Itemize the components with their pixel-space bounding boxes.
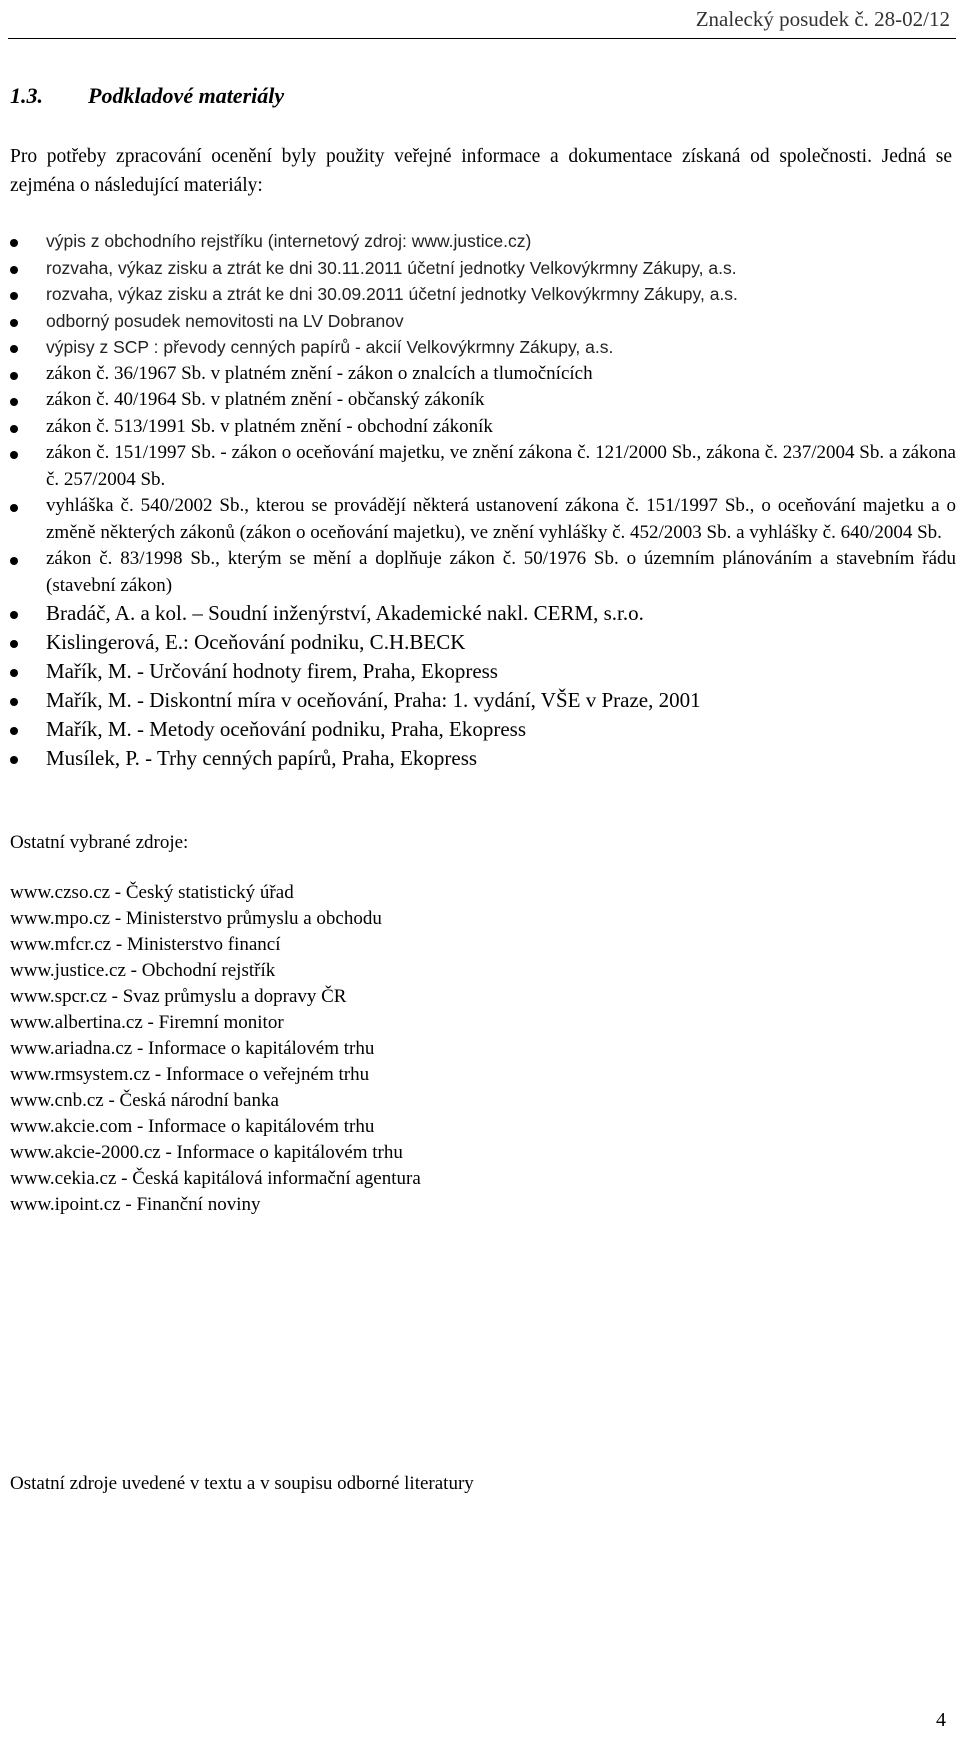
list-item-text: Mařík, M. - Metody oceňování podniku, Praha, Ekopress [46, 717, 526, 741]
list-item-text: Musílek, P. - Trhy cenných papírů, Praha, Ekopress [46, 746, 478, 770]
list-item [10, 361, 956, 388]
other-sources-label: Ostatní vybrané zdroje: [10, 832, 189, 853]
list-item: www.justice.cz - Obchodní rejstřík [10, 960, 276, 981]
intro-paragraph: Pro potřeby zpracování ocenění byly použity veřejné informace a dokumentace získaná od společnosti. Jedná se zejména o následující materiály: [10, 146, 952, 196]
bullet-icon [10, 425, 18, 433]
list-item [10, 228, 956, 255]
list-item-text: zákon č. 513/1991 Sb. v platném znění - obchodní zákoník [46, 415, 493, 437]
list-item-text: zákon č. 40/1964 Sb. v platném znění - občanský zákoník [46, 389, 485, 410]
list-item [10, 414, 956, 441]
bullet-icon [10, 345, 18, 353]
list-item [10, 387, 956, 414]
list-item: www.akcie-2000.cz - Informace o kapitálovém trhu [10, 1142, 403, 1163]
header-rule [8, 38, 956, 39]
list-item: www.spcr.cz - Svaz průmyslu a dopravy ČR [10, 986, 347, 1007]
list-item: www.mpo.cz - Ministerstvo průmyslu a obchodu [10, 908, 382, 929]
list-item-text: rozvaha, výkaz zisku a ztrát ke dni 30.09.2011 účetní jednotky Velkovýkrmny Zákupy, a.s. [46, 284, 738, 304]
list-item-text: vyhláška č. 540/2002 Sb., kterou se provádějí některá ustanovení zákona č. 151/1997 Sb., o oceňování majetku a o změně některých zákonů (zákon o oceňování majetku), ve znění vyhlášky č. 452/2003 Sb. a vyhlášky č. 640/2004 Sb. [46, 495, 956, 543]
list-item: www.cnb.cz - Česká národní banka [10, 1090, 279, 1111]
list-item-text: zákon č. 83/1998 Sb., kterým se mění a doplňuje zákon č. 50/1976 Sb. o územním plánováním a stavebním řádu (stavební zákon) [46, 548, 956, 596]
list-item [10, 255, 956, 282]
bullet-icon [10, 319, 18, 327]
source-list [10, 228, 956, 773]
list-item: www.czso.cz - Český statistický úřad [10, 882, 294, 903]
list-item-text: Mařík, M. - Určování hodnoty firem, Praha, Ekopress [46, 659, 498, 683]
bullet-icon [10, 451, 18, 459]
bullet-icon [10, 611, 18, 619]
list-item: www.cekia.cz - Česká kapitálová informační agentura [10, 1168, 421, 1189]
bullet-icon [10, 398, 18, 406]
list-item-text: výpis z obchodního rejstříku (internetový zdroj: www.justice.cz) [46, 231, 532, 251]
bullet-icon [10, 372, 18, 380]
list-item [10, 657, 956, 686]
bullet-icon [10, 292, 18, 300]
section-title: Podkladové materiály [88, 83, 285, 108]
bullet-icon [10, 557, 18, 565]
bullet-icon [10, 266, 18, 274]
section-heading [10, 82, 284, 110]
list-item [10, 715, 956, 744]
bullet-icon [10, 669, 18, 677]
bullet-icon [10, 756, 18, 764]
web-source-list [10, 880, 421, 1218]
list-item [10, 744, 956, 773]
list-item [10, 440, 956, 493]
list-item-text: odborný posudek nemovitosti na LV Dobranov [46, 310, 404, 331]
list-item-text: zákon č. 36/1967 Sb. v platném znění - zákon o znalcích a tlumočnících [46, 362, 593, 384]
list-item-text: Bradáč, A. a kol. – Soudní inženýrství, Akademické nakl. CERM, s.r.o. [46, 601, 644, 625]
page-number: 4 [936, 1709, 946, 1731]
list-item [10, 281, 956, 308]
list-item [10, 334, 956, 361]
bullet-icon [10, 504, 18, 512]
list-item [10, 493, 956, 546]
bullet-icon [10, 640, 18, 648]
list-item: www.albertina.cz - Firemní monitor [10, 1012, 284, 1033]
list-item-text: Mařík, M. - Diskontní míra v oceňování, Praha: 1. vydání, VŠE v Praze, 2001 [46, 688, 701, 712]
list-item [10, 546, 956, 599]
list-item: www.akcie.com - Informace o kapitálovém trhu [10, 1116, 375, 1137]
list-item-text: výpisy z SCP : převody cenných papírů - akcií Velkovýkrmny Zákupy, a.s. [46, 337, 614, 357]
list-item-text: zákon č. 151/1997 Sb. - zákon o oceňování majetku, ve znění zákona č. 121/2000 Sb., zákona č. 237/2004 Sb. a zákona č. 257/2004 Sb. [46, 442, 956, 490]
list-item [10, 628, 956, 657]
section-number: 1.3. [10, 83, 43, 108]
list-item-text: rozvaha, výkaz zisku a ztrát ke dni 30.11.2011 účetní jednotky Velkovýkrmny Zákupy, a.s. [46, 257, 737, 278]
final-note: Ostatní zdroje uvedené v textu a v soupisu odborné literatury [10, 1473, 474, 1494]
list-item: www.ariadna.cz - Informace o kapitálovém trhu [10, 1038, 375, 1059]
list-item [10, 599, 956, 628]
list-item: www.rmsystem.cz - Informace o veřejném trhu [10, 1064, 370, 1085]
bullet-icon [10, 698, 18, 706]
list-item: www.mfcr.cz - Ministerstvo financí [10, 934, 281, 955]
bullet-icon [10, 727, 18, 735]
bullet-icon [10, 239, 18, 247]
list-item [10, 308, 956, 335]
list-item-text: Kislingerová, E.: Oceňování podniku, C.H.BECK [46, 630, 466, 654]
list-item: www.ipoint.cz - Finanční noviny [10, 1194, 261, 1215]
page-header: Znalecký posudek č. 28-02/12 [695, 7, 950, 31]
list-item [10, 686, 956, 715]
